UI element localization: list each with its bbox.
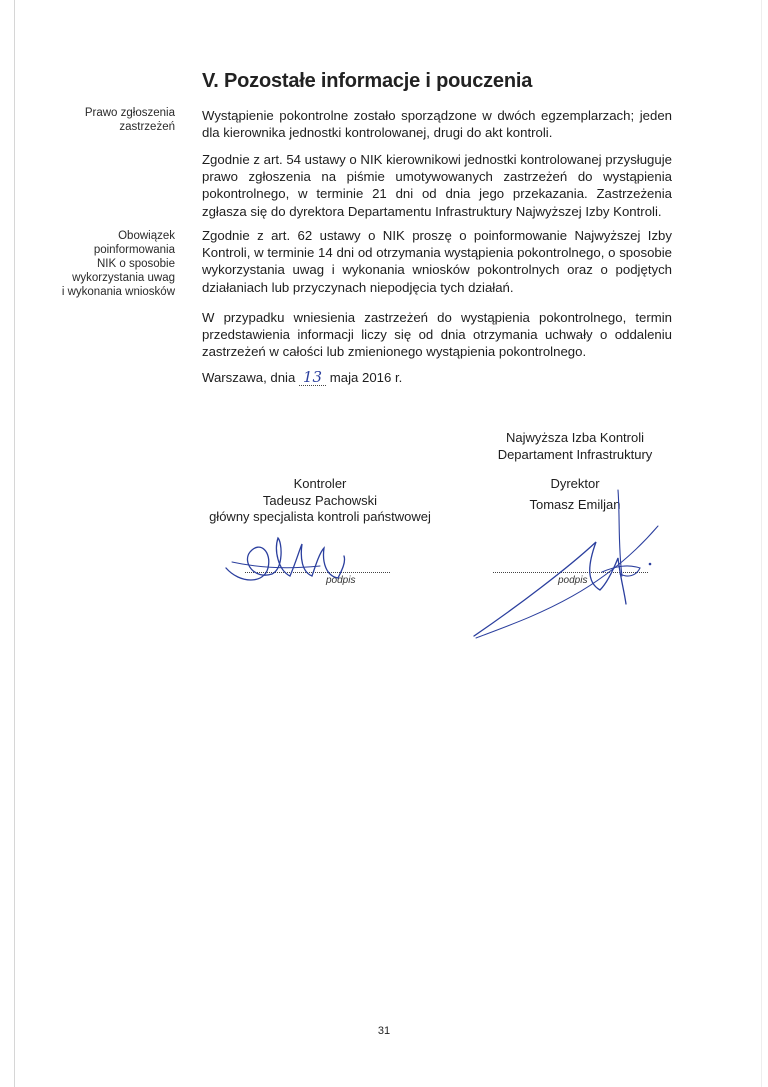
institution-block (485, 430, 665, 463)
institution-name: Najwyższa Izba Kontroli (506, 430, 644, 445)
margin-note-line: i wykonania wniosków (61, 286, 175, 298)
dyrektor-role: Dyrektor (550, 476, 600, 491)
dyrektor-signature-icon (468, 486, 668, 646)
page-number: 31 (377, 1025, 391, 1037)
margin-note-line: Obowiązek (118, 230, 175, 242)
date-suffix: maja 2016 r. (326, 370, 403, 385)
kontroler-role: Kontroler (293, 476, 347, 491)
paragraph-objection-term: W przypadku wniesienia zastrzeżeń do wystąpienia pokontrolnego, termin przedstawienia informacji liczy się od dnia otrzymania uchwały o oddaleniu zastrzeżeń w całości lub zmienionego wystąpienia pokontrolnego. (202, 310, 672, 360)
paragraph-art-54: Zgodnie z art. 54 ustawy o NIK kierownikowi jednostki kontrolowanej przysługuje prawo zgłoszenia na piśmie umotywowanych zastrzeżeń do wystąpienia pokontrolnego, w terminie 21 dni od dnia jego przekazania. Zastrzeżenia zgłasza się do dyrektora Departamentu Infrastruktury Najwyższej Izby Kontroli. (202, 152, 672, 219)
paragraph-copies: Wystąpienie pokontrolne zostało sporządzone w dwóch egzemplarzach; jeden dla kierownika jednostki kontrolowanej, drugi do akt kontroli. (202, 108, 672, 141)
kontroler-block (200, 476, 440, 526)
date-line (202, 369, 402, 386)
date-prefix: Warszawa, dnia (202, 370, 299, 385)
department-name: Departament Infrastruktury (497, 446, 653, 462)
dyrektor-name: Tomasz Emiljan (529, 496, 621, 512)
scan-edge (14, 0, 15, 1087)
margin-note-line: Prawo zgłoszenia (84, 107, 175, 119)
scan-edge (761, 0, 762, 1087)
paragraph-art-62: Zgodnie z art. 62 ustawy o NIK proszę o poinformowanie Najwyższej Izby Kontroli, w terminie 14 dni od otrzymania wystąpienia pokontrolnego, o sposobie wykorzystania uwag i wykonania wniosków pokontrolnych oraz o podjętych działaniach lub przyczynach niepodjęcia tych działań. (202, 228, 672, 295)
kontroler-signature-caption: podpis (326, 575, 356, 586)
margin-note-objection-right (60, 106, 175, 134)
date-day-field (299, 370, 326, 386)
kontroler-signature-icon (220, 522, 370, 602)
margin-note-line: zastrzeżeń (119, 121, 175, 133)
section-title: V. Pozostałe informacje i pouczenia (202, 70, 533, 92)
margin-note-line: NIK o sposobie (97, 258, 175, 270)
margin-note-line: poinformowania (93, 244, 175, 256)
handwritten-day: 13 (303, 368, 323, 386)
margin-note-line: wykorzystania uwag (72, 272, 175, 284)
kontroler-name: Tadeusz Pachowski (262, 492, 378, 508)
margin-note-inform-obligation (60, 229, 175, 299)
dyrektor-signature-caption: podpis (558, 575, 588, 586)
kontroler-position: główny specjalista kontroli państwowej (209, 509, 431, 524)
